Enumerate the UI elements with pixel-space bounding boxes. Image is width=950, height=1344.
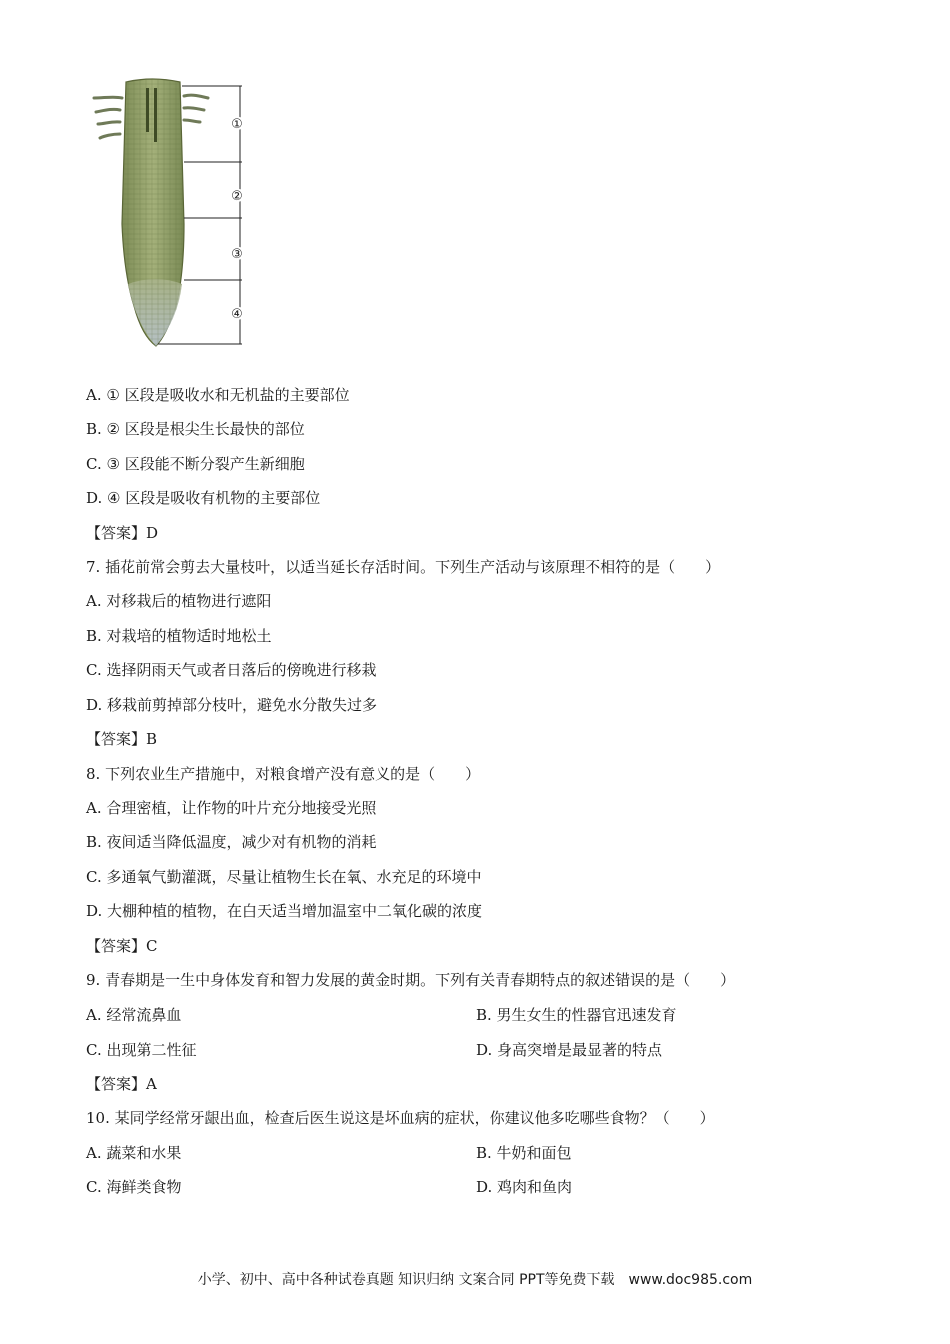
root-tip-figure: [86, 74, 256, 354]
label-zone-1: ①: [231, 117, 243, 132]
q6-option-d: D. ④ 区段是吸收有机物的主要部位: [86, 489, 321, 507]
page-footer: 小学、初中、高中各种试卷真题 知识归纳 文案合同 PPT等免费下载 www.doc985.com: [197, 1272, 753, 1288]
q9-answer: 【答案】A: [86, 1075, 157, 1093]
q8-option-c: C. 多通氧气勤灌溉，尽量让植物生长在氧、水充足的环境中: [86, 868, 482, 886]
label-zone-4: ④: [231, 307, 243, 322]
q7-option-b: B. 对栽培的植物适时地松土: [86, 627, 272, 645]
q9-option-a: A. 经常流鼻血: [86, 1006, 182, 1024]
q9-option-b: B. 男生女生的性器官迅速发育: [476, 1006, 677, 1024]
q9-stem: 9. 青春期是一生中身体发育和智力发展的黄金时期。下列有关青春期特点的叙述错误的是（ ）: [86, 971, 736, 989]
q10-option-c: C. 海鲜类食物: [86, 1178, 182, 1196]
q7-stem: 7. 插花前常会剪去大量枝叶，以适当延长存活时间。下列生产活动与该原理不相符的是（ ）: [86, 558, 721, 576]
q8-option-b: B. 夜间适当降低温度，减少对有机物的消耗: [86, 833, 377, 851]
q9-option-d: D. 身高突增是最显著的特点: [476, 1041, 663, 1059]
q6-option-b: B. ② 区段是根尖生长最快的部位: [86, 420, 305, 438]
q10-option-a: A. 蔬菜和水果: [86, 1144, 182, 1162]
q8-answer: 【答案】C: [86, 937, 158, 955]
q9-option-c: C. 出现第二性征: [86, 1041, 197, 1059]
q7-answer: 【答案】B: [86, 730, 158, 748]
q7-option-c: C. 选择阴雨天气或者日落后的傍晚进行移栽: [86, 661, 377, 679]
q8-option-a: A. 合理密植，让作物的叶片充分地接受光照: [86, 799, 377, 817]
q7-option-a: A. 对移栽后的植物进行遮阳: [86, 592, 272, 610]
q7-option-d: D. 移栽前剪掉部分枝叶，避免水分散失过多: [86, 696, 378, 714]
label-zone-3: ③: [231, 247, 243, 262]
q10-option-b: B. 牛奶和面包: [476, 1144, 572, 1162]
label-zone-2: ②: [231, 189, 243, 204]
q6-answer: 【答案】D: [86, 524, 159, 542]
q10-stem: 10. 某同学经常牙龈出血，检查后医生说这是坏血病的症状，你建议他多吃哪些食物？（ ）: [86, 1109, 715, 1127]
q6-option-a: A. ① 区段是吸收水和无机盐的主要部位: [86, 386, 350, 404]
q8-stem: 8. 下列农业生产措施中，对粮食增产没有意义的是（ ）: [86, 765, 481, 783]
q10-option-d: D. 鸡肉和鱼肉: [476, 1178, 573, 1196]
q6-option-c: C. ③ 区段能不断分裂产生新细胞: [86, 455, 305, 473]
q8-option-d: D. 大棚种植的植物，在白天适当增加温室中二氧化碳的浓度: [86, 902, 483, 920]
